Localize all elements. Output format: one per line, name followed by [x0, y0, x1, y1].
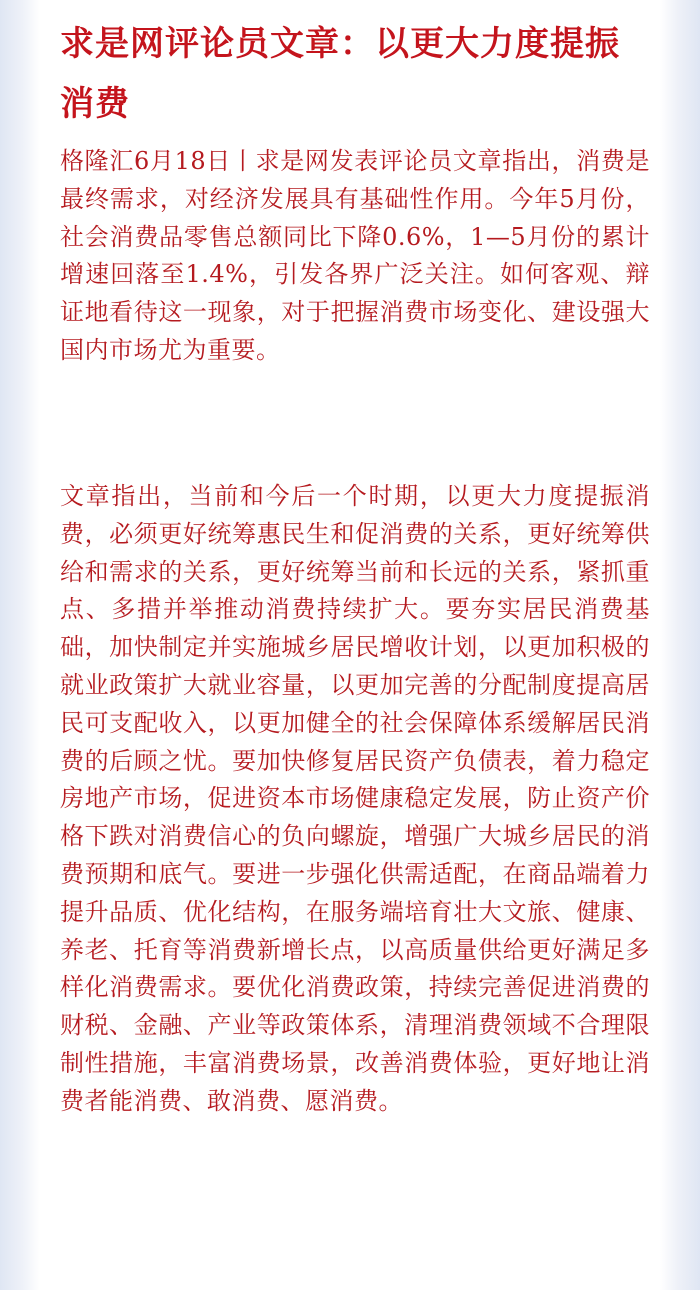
- article-page: [40, 0, 660, 1290]
- article-title: 求是网评论员文章：以更大力度提振消费: [60, 24, 620, 124]
- article-paragraph-2: 文章指出，当前和今后一个时期，以更大力度提振消费，必须更好统筹惠民生和促消费的关系，更好统筹供给和需求的关系，更好统筹当前和长远的关系，紧抓重点、多措并举推动消费持续扩大。要夯实居民消费基础，加快制定并实施城乡居民增收计划，以更加积极的就业政策扩大就业容量，以更加完善的分配制度提高居民可支配收入，以更加健全的社会保障体系缓解居民消费的后顾之忧。要加快修复居民资产负债表，着力稳定房地产市场，促进资本市场健康稳定发展，防止资产价格下跌对消费信心的负向螺旋，增强广大城乡居民的消费预期和底气。要进一步强化供需适配，在商品端着力提升品质、优化结构，在服务端培育壮大文旅、健康、养老、托育等消费新增长点，以高质量供给更好满足多样化消费需求。要优化消费政策，持续完善促进消费的财税、金融、产业等政策体系，清理消费领域不合理限制性措施，丰富消费场景，改善消费体验，更好地让消费者能消费、敢消费、愿消费。: [60, 482, 650, 1115]
- article-paragraph-1: 格隆汇6月18日丨求是网发表评论员文章指出，消费是最终需求，对经济发展具有基础性作用。今年5月份，社会消费品零售总额同比下降0.6%，1—5月份的累计增速回落至1.4%，引发各界广泛关注。如何客观、辩证地看待这一现象，对于把握消费市场变化、建设强大国内市场尤为重要。: [60, 147, 650, 364]
